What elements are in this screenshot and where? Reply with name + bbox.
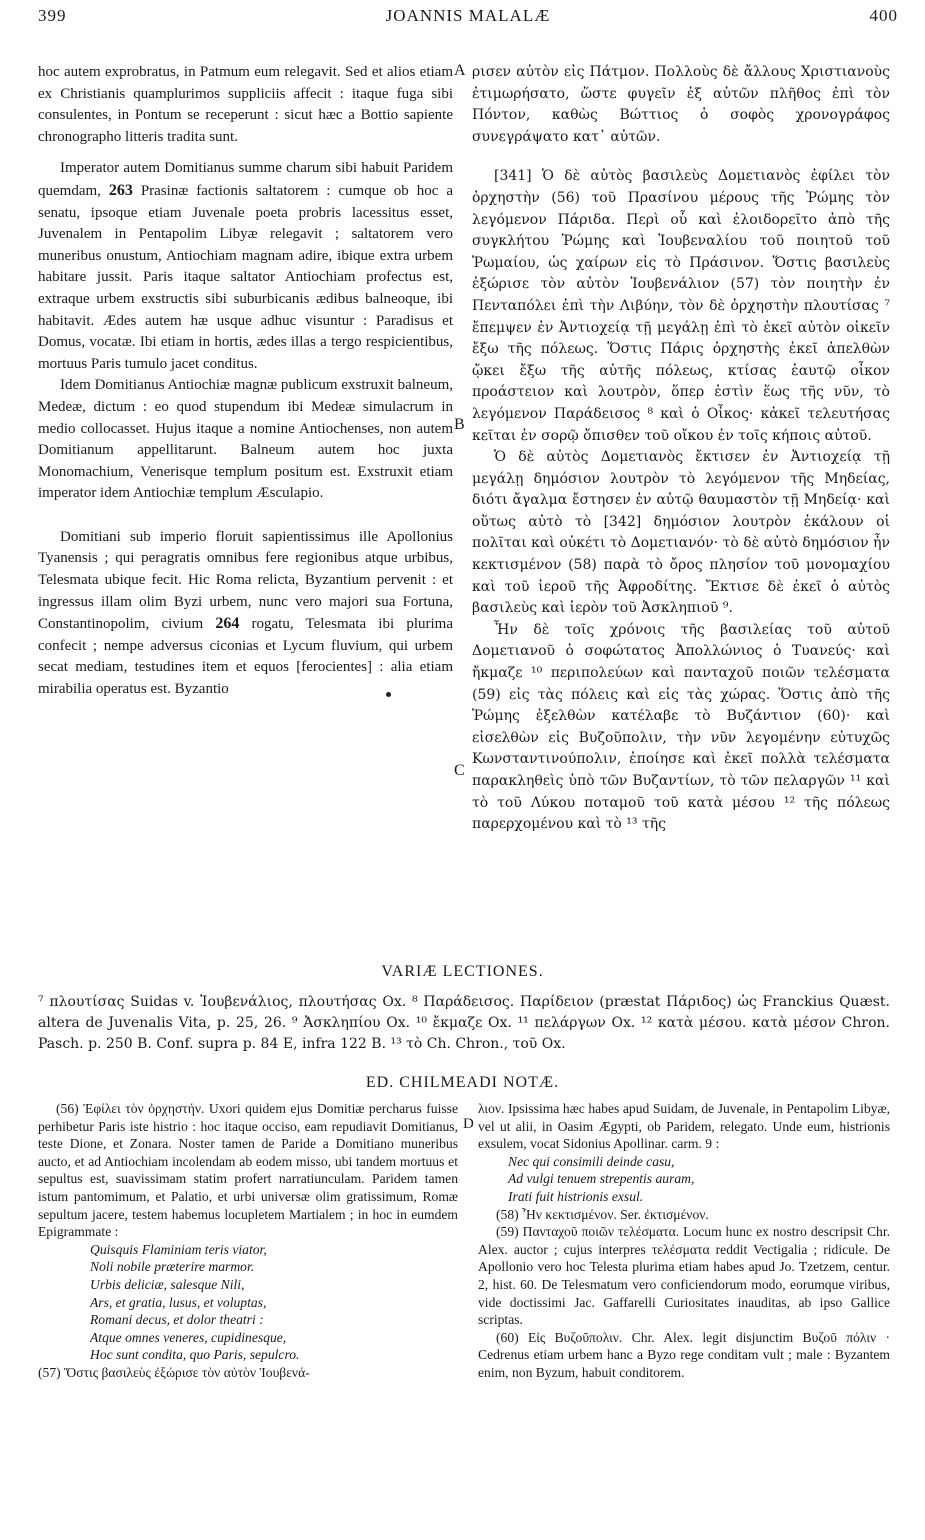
note-paragraph: (57) Ὅστις βασιλεὺς ἐξώρισε τὸν αὐτὸν Ἰουβενά- (38, 1364, 310, 1380)
greek-paragraph: ρισεν αὐτὸν εἰς Πάτμον. Πολλοὺς δὲ ἄλλους Χριστιανοὺς ἐτιμωρήσατο, ὥστε φυγεῖν ἐξ αὐτῶν πλῆθος ἐπὶ τὸν Πόντον, καθὼς Βώττιος ὁ σοφὸς χρονογράφος συνεγράψατο κατ᾽ αὐτῶν. (472, 64, 890, 145)
greek-column (472, 62, 890, 836)
note-paragraph: (56) Ἐφίλει τὸν ὀρχηστήν. Uxori quidem ejus Domitiæ percharus fuisse perhibetur Paris iste histrio : hoc itaque occiso, eam repudiavit Domitianus, teste Dione, et Zonara. Noster tamen de Paride a Domitiano muneribus aucto, et ad Antiochiam incolendam ab eodem misso, ubi tandem mortuus et sepultus est, suavissimam statim profert narratiunculam. Paridem tamen istum pantomimum, et Palatio, et urbi universæ olim gratissimum, Romæ sepultum jacere, testem habemus locupletem Martialem ; in hoc in eumdem Epigrammate : (38, 1101, 458, 1240)
note-paragraph: (58) Ἦν κεκτισμένον. Ser. ἐκτισμένον. (496, 1206, 709, 1222)
running-header (38, 6, 898, 32)
latin-paragraph (38, 158, 453, 375)
greek-paragraph: Ἦν δὲ τοῖς χρόνοις τῆς βασιλείας τοῦ αὐτοῦ Δομετιανοῦ ὁ σοφώτατος Ἀπολλώνιος ὁ Τυανεύς· καὶ ἤκμαζε ¹⁰ περιπολεύων καὶ πανταχοῦ ποιῶν τελέσματα (59) εἰς τὰς πόλεις καὶ εἰς τὰς χώρας. Ὅστις ἀπὸ τῆς Ῥώμης ἐξελθὼν κατέλαβε τὸ Βυζάντιον (60)· καὶ εἰσελθὼν εἰς Βυζοῦπολιν, τὴν νῦν λεγομένην εὐτυχῶς Κωνσταντινούπολιν, ἐποίησε καὶ ἐκεῖ πολλὰ τελέσματα παρακληθεὶς ὑπὸ τῶν Βυζαντίων, τὸ τῶν πελαργῶν ¹¹ καὶ τὸ τοῦ Λύκου ποταμοῦ τοῦ κατὰ μέσου ¹² τῆς πόλεως παρερχομένου καὶ τὸ ¹³ τῆς (472, 621, 890, 833)
variae-lectiones-heading: VARIÆ LECTIONES. (381, 963, 544, 980)
variae-lectiones-text: ⁷ πλουτίσας Suidas v. Ἰουβενάλιος, πλουτήσας Ox. ⁸ Παράδεισος. Παρίδειον (præstat Πάριδος) ὡς Franckius Quæst. altera de Juvenalis Vita, p. 25, 26. ⁹ Ἀσκληπίου Ox. ¹⁰ ἔκμαζε Ox. ¹¹ πελάργων Ox. ¹² κατὰ μέσου. κατὰ μέσον Chron. Pasch. p. 250 B. Conf. supra p. 84 E, infra 122 B. ¹³ τὸ Ch. Chron., τοῦ Ox. (38, 994, 890, 1052)
sidonius-verse (478, 1153, 890, 1206)
note-paragraph: (60) Εἰς Βυζοῦπολιν. Chr. Alex. legit disjunctim Βυζοῦ πόλιν · Cedrenus etiam urbem hanc a Byzo rege conditam vult ; male : Byzantem enim, non Byzum, habuit conditorem. (478, 1329, 890, 1380)
notes-right-column (478, 1100, 890, 1382)
verse-line: Ars, et gratia, lusus, et voluptas, (90, 1294, 267, 1310)
verse-line: Atque omnes veneres, cupidinesque, (90, 1329, 287, 1345)
margin-letter-a: A (454, 62, 466, 79)
verse-line: Hoc sunt condita, quo Paris, sepulcro. (90, 1347, 300, 1363)
running-title: JOANNIS MALALÆ (385, 6, 551, 25)
greek-paragraph: [341] Ὁ δὲ αὐτὸς βασιλεὺς Δομετιανὸς ἐφίλει τὸν ὀρχηστὴν (56) τοῦ Πρασίνου μέρους τῆς Ῥώμης τὸν λεγόμενον Πάριδα. Περὶ οὗ καὶ ἐλοιδορεῖτο ἀπὸ τῆς συγκλήτου Ῥώμης καὶ Ἰουβεναλίου τοῦ ποιητοῦ τοῦ Ῥωμαίου, ὡς χαίρων εἰς τὸ Πράσινον. Ὅστις βασιλεὺς ἐξώρισε τὸν αὐτὸν Ἰουβενάλιον (57) τὸν ποιητὴν ἐν Πενταπόλει ἐπὶ τὴν Λιβύην, τὸν δὲ ὀρχηστὴν πλουτίσας ⁷ ἔπεμψεν ἐν Ἀντιοχείᾳ τῇ μεγάλῃ ἐπὶ τὸ ἐκεῖ αὐτὸν οἰκεῖν ἔξω τῆς πόλεως. Ὅστις Πάρις ὀρχηστὴς ἐκεῖ ἀπελθὼν ᾤκει ἔξω τῆς αὐτῆς πόλεως, κτίσας ἑαυτῷ οἶκον προάστειον καὶ λουτρὸν, ὅπερ ἐστὶν ἕως τῆς νῦν, τὸ λεγόμενον Παράδεισος ⁸ καὶ ὁ Οἶκος· κἀκεῖ τελευτήσας κεῖται ἐν σορῷ ὄπισθεν τοῦ οἴκου ἐν τοῖς κήποις αὐτοῦ. (472, 168, 890, 444)
latin-text: Imperator autem Domitianus summe charum sibi habuit Paridem quemdam, (38, 160, 453, 199)
verse-line: Urbis deliciæ, salesque Nili, (90, 1276, 245, 1292)
verse-line: Quisquis Flaminiam teris viator, (90, 1241, 267, 1257)
page-number-left: 399 (38, 6, 67, 25)
verse-line: Nec qui consimili deinde casu, (508, 1153, 675, 1169)
section-number: 263 (108, 181, 133, 199)
notes-left-column (38, 1100, 458, 1382)
margin-letter-d: D (463, 1116, 474, 1132)
verse-line: Noli nobile præterire marmor. (90, 1259, 255, 1275)
latin-paragraph (38, 527, 453, 701)
page-number-right: 400 (869, 6, 898, 25)
epigram-verse (38, 1241, 458, 1364)
note-paragraph: (59) Πανταχοῦ ποιῶν τελέσματα. Locum hunc ex nostro descripsit Chr. Alex. auctor ; cujus interpres τελέσματα reddit Vectigalia ; ridicule. De Apollonio vero hoc Telesta plurima etiam habes apud Jo. Tzetzem, centur. 2, hist. 60. De Telesmatum vero conficiendorum modo, eorumque viribus, vide doctissimi Jac. Gaffarelli Curiositates inauditas, ab ipso Gallice scriptas. (478, 1224, 890, 1328)
verse-line: Ad vulgi tenuem strepentis auram, (508, 1171, 695, 1187)
latin-text: Prasinæ factionis saltatorem : cumque ob hoc a senatu, ipsoque etiam Juvenale poeta probris lacessitus esset, Juvenalem in Pentapolim Libyæ relegavit ; saltatorem vero muneribus onustum, Antiochiam magnam adire, ibique extra urbem habitare jussit. Paris itaque saltator Antiochiam profectus est, extraque urbem exstructis sibi suburbicanis ædibus balneoque, ibi habitavit. Ædes autem hæ usque adhuc visuntur : Paradisus et Domus, vocatæ. Ibi etiam in hortis, ædes illas a tergo respicientibus, mortuus Paris tumulo jacet conditus. (38, 182, 454, 372)
greek-paragraph: Ὁ δὲ αὐτὸς Δομετιανὸς ἔκτισεν ἐν Ἀντιοχείᾳ τῇ μεγάλῃ δημόσιον λουτρὸν τὸ λεγόμενον τῆς Μηδείας, διότι ἄγαλμα ἔστησεν ἐν αὐτῷ θαυμαστὸν τῇ Μηδείᾳ· καὶ οὕτως αὐτὸ τὸ [342] δημόσιον λουτρὸν ἐκάλουν οἱ πολῖται καὶ οὐκέτι τὸ Δομετιανόν· τὸ δὲ αὐτὸ δημόσιον ἦν κεκτισμένον (58) παρὰ τὸ ὄρος πλησίον τοῦ μονομαχίου καὶ τοῦ ἱεροῦ τῆς Ἀφροδίτης. Ἔκτισε δὲ ἐκεῖ ὁ αὐτὸς βασιλεὺς καὶ ἱερὸν τοῦ Ἀσκληπιοῦ ⁹. (472, 449, 890, 617)
verse-line: Irati fuit histrionis exsul. (508, 1188, 644, 1204)
latin-paragraph: Idem Domitianus Antiochiæ magnæ publicum exstruxit balneum, Medeæ, dictum : eo quod stupendum ibi Medeæ simulacrum in medio collocasset. Hujus itaque a nomine Antiochenses, non autem Domitianum appellitarunt. Balneum autem hoc juxta Monomachium, Venerisque templum positum est. Exstruxit etiam imperator idem Antiochiæ templum Æsculapio. (38, 377, 453, 502)
notes-heading: ED. CHILMEADI NOTÆ. (365, 1074, 560, 1091)
margin-letter-c: C (454, 762, 465, 779)
note-paragraph: λιον. Ipsissima hæc habes apud Suidam, de Juvenale, in Pentapolim Libyæ, vel ut alii, in Oasim Ægypti, ob Paridem, relegato. Unde eum, histrionis exsulem, vocat Sidonius Apollinar. carm. 9 : (478, 1101, 890, 1152)
verse-line: Romani decus, et dolor theatri : (90, 1312, 264, 1328)
margin-letter-b: B (454, 416, 465, 433)
ink-dot (386, 692, 391, 697)
latin-column (38, 62, 453, 701)
latin-paragraph: hoc autem exprobratus, in Patmum eum relegavit. Sed et alios etiam ex Christianis quamplurimos suppliciis affecit : itaque fuga sibi consulentes, in Pontum se receperunt : sicut hæc a Bottio sapiente chronographo litteris tradita sunt. (38, 64, 453, 145)
section-number: 264 (215, 615, 240, 633)
latin-text: rogatu, Telesmata ibi plurima confecit ; nempe adversus ciconias et Lycum fluvium, qui urbem secat mediam, testudines item et equos [ferocientes] : alia etiam mirabilia operatus est. Byzantio (38, 616, 454, 698)
latin-text: Domitiani sub imperio floruit sapientissimus ille Apollonius Tyanensis ; qui peragratis omnibus fere regionibus atque urbibus, Telesmata ubique fecit. Hic Roma relicta, Byzantium pervenit : et ingressus illam olim Byzi urbem, nunc vero majori sua Fortuna, Constantinopolim, civium (38, 528, 453, 633)
